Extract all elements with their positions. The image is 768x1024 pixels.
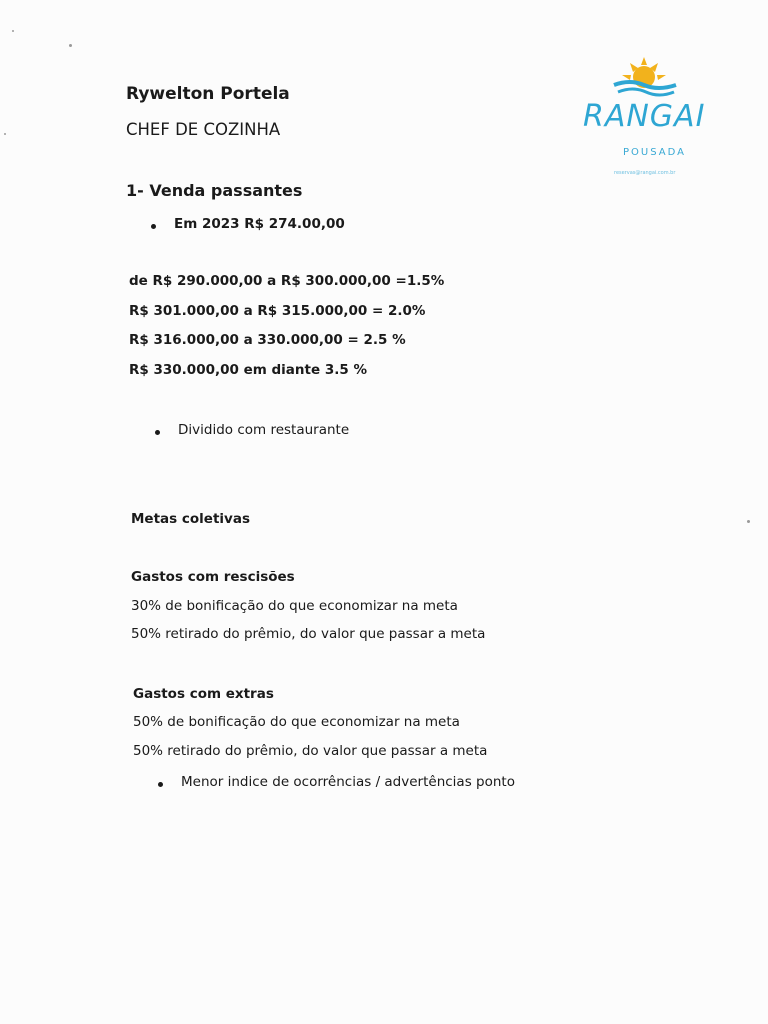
extras-line: 50% de bonificação do que economizar na meta — [133, 714, 460, 730]
author-role: CHEF DE COZINHA — [126, 120, 281, 139]
section-title-venda: 1- Venda passantes — [126, 181, 303, 200]
rangai-logo — [578, 55, 728, 185]
bullet-icon — [155, 430, 160, 435]
scan-speck — [747, 520, 750, 523]
scan-speck — [69, 44, 72, 47]
sun-over-waves-icon — [578, 55, 728, 105]
tier-line: R$ 330.000,00 em diante 3.5 % — [129, 362, 367, 378]
split-note: Dividido com restaurante — [178, 422, 350, 438]
occurrences-note: Menor indice de ocorrências / advertências ponto — [181, 774, 515, 790]
extras-line: 50% retirado do prêmio, do valor que passar a meta — [133, 743, 488, 759]
logo-url: reservas@rangai.com.br — [614, 170, 676, 176]
tier-line: R$ 316.000,00 a 330.000,00 = 2.5 % — [129, 332, 406, 348]
rescisoes-line: 50% retirado do prêmio, do valor que passar a meta — [131, 626, 486, 642]
rescisoes-title: Gastos com rescisões — [131, 569, 295, 585]
scan-speck — [12, 30, 14, 32]
logo-wordmark: RANGAI — [583, 99, 706, 134]
bullet-icon — [151, 224, 156, 229]
bullet-icon — [158, 782, 163, 787]
extras-title: Gastos com extras — [133, 686, 274, 702]
tier-line: R$ 301.000,00 a R$ 315.000,00 = 2.0% — [129, 303, 426, 319]
scan-speck — [4, 133, 6, 135]
sales-2023: Em 2023 R$ 274.00,00 — [174, 216, 345, 232]
tier-line: de R$ 290.000,00 a R$ 300.000,00 =1.5% — [129, 273, 445, 289]
metas-title: Metas coletivas — [131, 511, 250, 527]
author-name: Rywelton Portela — [126, 84, 290, 104]
rescisoes-line: 30% de bonificação do que economizar na meta — [131, 598, 458, 614]
logo-subtitle: POUSADA — [623, 147, 686, 158]
